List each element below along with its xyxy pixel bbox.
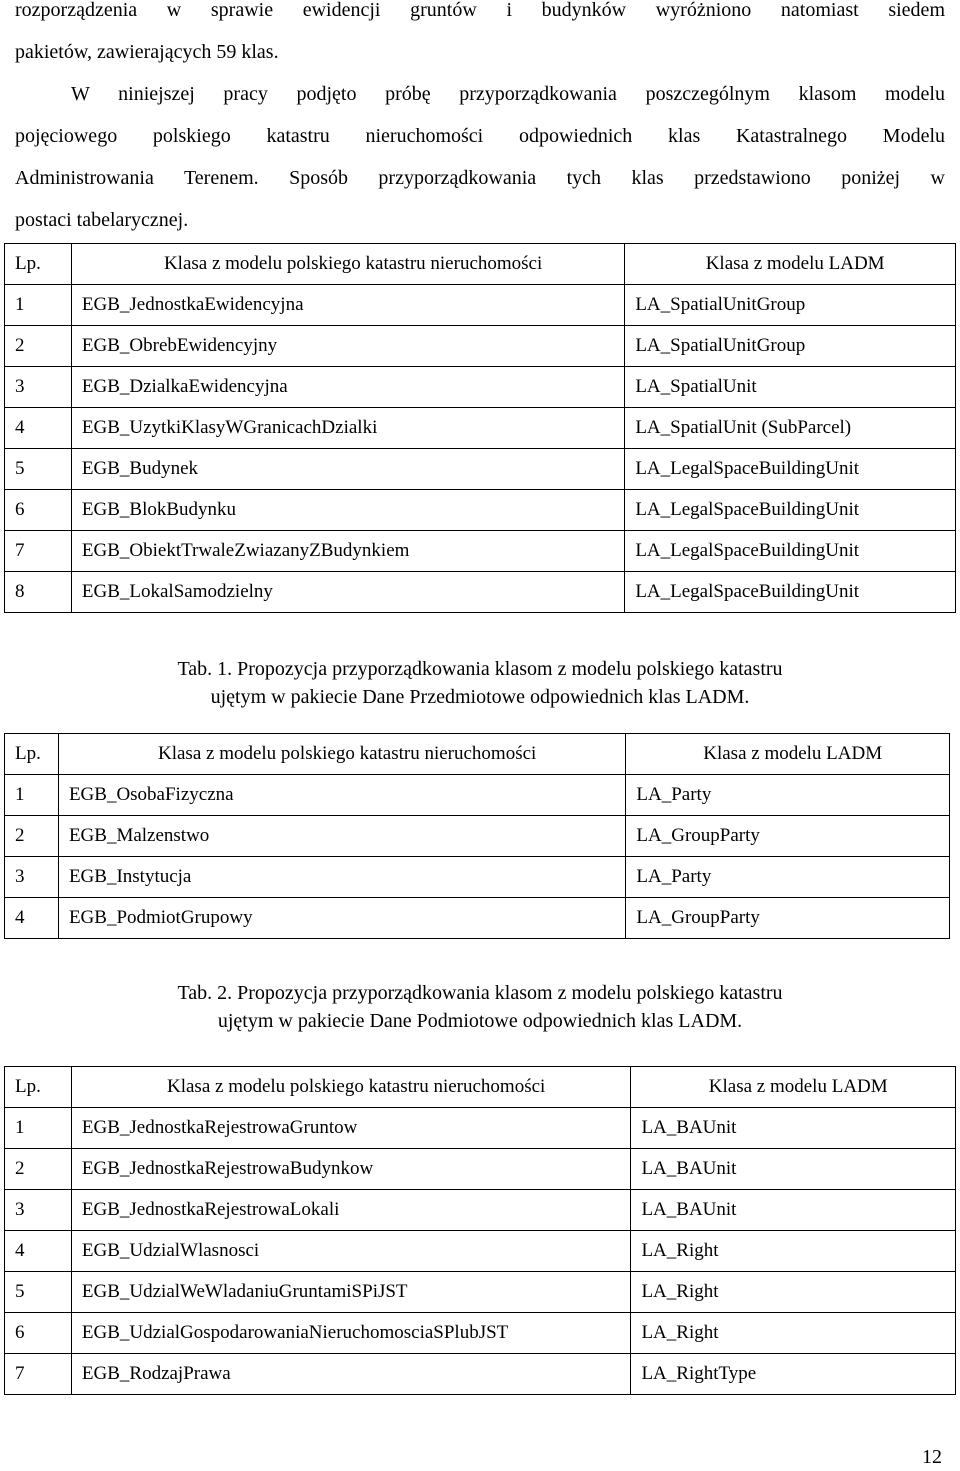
- cell-ladm-class: LA_Right: [631, 1272, 956, 1313]
- table-row: [5, 367, 956, 408]
- cell-polish-class: EGB_DzialkaEwidencyjna: [71, 367, 624, 408]
- header-lp: Lp.: [5, 244, 72, 285]
- cell-ladm-class: LA_RightType: [631, 1354, 956, 1395]
- table-2: [4, 733, 950, 939]
- cell-polish-class: EGB_UdzialWlasnosci: [71, 1231, 631, 1272]
- table-row: [5, 326, 956, 367]
- cell-polish-class: EGB_UdzialGospodarowaniaNieruchomosciaSPlubJST: [71, 1313, 631, 1354]
- paragraph-line: pojęciowego polskiego katastru nieruchomości odpowiednich klas Katastralnego Modelu: [15, 125, 945, 147]
- cell-lp: 7: [5, 1354, 72, 1395]
- table-row: [5, 1190, 956, 1231]
- cell-lp: 3: [5, 857, 59, 898]
- cell-polish-class: EGB_UdzialWeWladaniuGruntamiSPiJST: [71, 1272, 631, 1313]
- table-row: [5, 816, 950, 857]
- cell-lp: 7: [5, 531, 72, 572]
- cell-polish-class: EGB_LokalSamodzielny: [71, 572, 624, 613]
- cell-polish-class: EGB_JednostkaRejestrowaBudynkow: [71, 1149, 631, 1190]
- table-2-caption: [0, 979, 960, 1035]
- cell-lp: 5: [5, 1272, 72, 1313]
- cell-lp: 2: [5, 816, 59, 857]
- cell-lp: 4: [5, 898, 59, 939]
- cell-ladm-class: LA_BAUnit: [631, 1108, 956, 1149]
- paragraph-line: rozporządzenia w sprawie ewidencji gruntów i budynków wyróżniono natomiast siedem: [15, 0, 945, 21]
- cell-lp: 3: [5, 367, 72, 408]
- cell-ladm-class: LA_SpatialUnitGroup: [625, 326, 956, 367]
- table-header-row: [5, 734, 950, 775]
- header-lp: Lp.: [5, 1067, 72, 1108]
- page-number: 12: [922, 1446, 942, 1468]
- table-row: [5, 898, 950, 939]
- cell-ladm-class: LA_Right: [631, 1231, 956, 1272]
- table-header-row: [5, 1067, 956, 1108]
- cell-lp: 1: [5, 775, 59, 816]
- cell-lp: 2: [5, 1149, 72, 1190]
- caption-line: ujętym w pakiecie Dane Podmiotowe odpowiednich klas LADM.: [217, 1010, 743, 1032]
- cell-polish-class: EGB_OsobaFizyczna: [58, 775, 625, 816]
- cell-lp: 6: [5, 490, 72, 531]
- table-row: [5, 1272, 956, 1313]
- cell-polish-class: EGB_JednostkaEwidencyjna: [71, 285, 624, 326]
- cell-lp: 4: [5, 1231, 72, 1272]
- caption-line: ujętym w pakiecie Dane Przedmiotowe odpowiednich klas LADM.: [210, 686, 750, 708]
- cell-lp: 4: [5, 408, 72, 449]
- cell-ladm-class: LA_GroupParty: [626, 898, 950, 939]
- cell-polish-class: EGB_UzytkiKlasyWGranicachDzialki: [71, 408, 624, 449]
- cell-polish-class: EGB_BlokBudynku: [71, 490, 624, 531]
- table-row: [5, 1354, 956, 1395]
- paragraph-line: pakietów, zawierających 59 klas.: [15, 41, 279, 63]
- cell-ladm-class: LA_LegalSpaceBuildingUnit: [625, 572, 956, 613]
- cell-lp: 8: [5, 572, 72, 613]
- cell-lp: 3: [5, 1190, 72, 1231]
- header-polish-class: Klasa z modelu polskiego katastru nieruchomości: [58, 734, 625, 775]
- intro-paragraph: [15, 0, 945, 241]
- table-row: [5, 490, 956, 531]
- table-row: [5, 408, 956, 449]
- table-row: [5, 775, 950, 816]
- cell-polish-class: EGB_ObiektTrwaleZwiazanyZBudynkiem: [71, 531, 624, 572]
- table-row: [5, 449, 956, 490]
- cell-ladm-class: LA_SpatialUnit (SubParcel): [625, 408, 956, 449]
- caption-line: Tab. 1. Propozycja przyporządkowania klasom z modelu polskiego katastru: [177, 658, 783, 680]
- table-3: [4, 1066, 956, 1395]
- cell-ladm-class: LA_GroupParty: [626, 816, 950, 857]
- header-ladm-class: Klasa z modelu LADM: [626, 734, 950, 775]
- cell-ladm-class: LA_SpatialUnitGroup: [625, 285, 956, 326]
- table-row: [5, 285, 956, 326]
- header-ladm-class: Klasa z modelu LADM: [625, 244, 956, 285]
- cell-polish-class: EGB_Instytucja: [58, 857, 625, 898]
- table-row: [5, 1149, 956, 1190]
- cell-lp: 6: [5, 1313, 72, 1354]
- cell-polish-class: EGB_ObrebEwidencyjny: [71, 326, 624, 367]
- cell-ladm-class: LA_LegalSpaceBuildingUnit: [625, 449, 956, 490]
- paragraph-line: W niniejszej pracy podjęto próbę przyporządkowania poszczególnym klasom modelu: [71, 83, 945, 105]
- caption-line: Tab. 2. Propozycja przyporządkowania klasom z modelu polskiego katastru: [177, 982, 783, 1004]
- table-row: [5, 531, 956, 572]
- header-ladm-class: Klasa z modelu LADM: [631, 1067, 956, 1108]
- cell-lp: 1: [5, 1108, 72, 1149]
- cell-ladm-class: LA_Right: [631, 1313, 956, 1354]
- cell-lp: 1: [5, 285, 72, 326]
- cell-ladm-class: LA_LegalSpaceBuildingUnit: [625, 531, 956, 572]
- header-polish-class: Klasa z modelu polskiego katastru nieruchomości: [71, 1067, 631, 1108]
- cell-ladm-class: LA_SpatialUnit: [625, 367, 956, 408]
- table-row: [5, 1231, 956, 1272]
- table-1-caption: [0, 655, 960, 711]
- cell-lp: 5: [5, 449, 72, 490]
- header-lp: Lp.: [5, 734, 59, 775]
- paragraph-line: postaci tabelarycznej.: [15, 209, 189, 231]
- table-row: [5, 572, 956, 613]
- cell-polish-class: EGB_RodzajPrawa: [71, 1354, 631, 1395]
- cell-polish-class: EGB_Malzenstwo: [58, 816, 625, 857]
- table-1: [4, 243, 956, 613]
- cell-polish-class: EGB_JednostkaRejestrowaLokali: [71, 1190, 631, 1231]
- table-row: [5, 857, 950, 898]
- cell-polish-class: EGB_JednostkaRejestrowaGruntow: [71, 1108, 631, 1149]
- cell-lp: 2: [5, 326, 72, 367]
- table-header-row: [5, 244, 956, 285]
- header-polish-class: Klasa z modelu polskiego katastru nieruchomości: [71, 244, 624, 285]
- table-row: [5, 1313, 956, 1354]
- cell-ladm-class: LA_BAUnit: [631, 1149, 956, 1190]
- paragraph-line: Administrowania Terenem. Sposób przyporządkowania tych klas przedstawiono poniżej w: [15, 167, 945, 189]
- cell-ladm-class: LA_Party: [626, 775, 950, 816]
- cell-ladm-class: LA_LegalSpaceBuildingUnit: [625, 490, 956, 531]
- cell-ladm-class: LA_BAUnit: [631, 1190, 956, 1231]
- cell-polish-class: EGB_PodmiotGrupowy: [58, 898, 625, 939]
- cell-polish-class: EGB_Budynek: [71, 449, 624, 490]
- table-row: [5, 1108, 956, 1149]
- cell-ladm-class: LA_Party: [626, 857, 950, 898]
